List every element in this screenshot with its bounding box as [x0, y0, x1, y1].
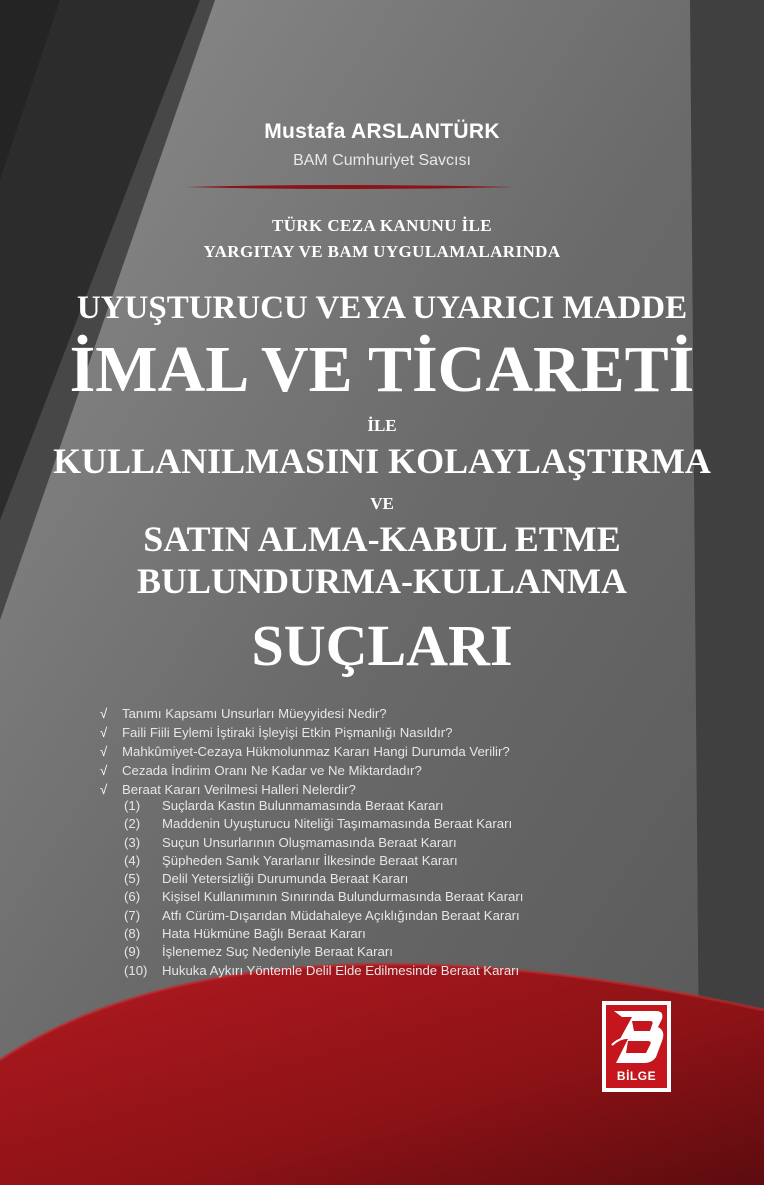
list-item — [124, 888, 624, 906]
question-list — [100, 704, 620, 799]
title-line-7: BULUNDURMA-KULLANMA — [137, 561, 627, 601]
list-item-text: Faili Fiili Eylemi İştiraki İşleyişi Etkin Pişmanlığı Nasıldır? — [122, 725, 453, 740]
list-item — [124, 925, 624, 943]
list-item-text: Maddenin Uyuşturucu Niteliği Taşımamasında Beraat Kararı — [162, 816, 513, 832]
list-item-text: Tanımı Kapsamı Unsurları Müeyyidesi Nedir? — [122, 706, 387, 721]
check-icon: √ — [100, 782, 108, 797]
item-number: (1) — [124, 798, 141, 813]
title-line-4: KULLANILMASINI KOLAYLAŞTIRMA — [53, 441, 711, 481]
list-item-text: Hata Hükmüne Bağlı Beraat Kararı — [162, 926, 366, 942]
list-item — [100, 742, 620, 761]
author-name: Mustafa ARSLANTÜRK — [264, 120, 500, 143]
list-item — [124, 815, 624, 833]
list-item-text: Mahkûmiyet-Cezaya Hükmolunmaz Kararı Hangi Durumda Verilir? — [122, 744, 510, 759]
list-item-text: Şüpheden Sanık Yararlanır İlkesinde Beraat Kararı — [162, 852, 458, 868]
author-title: BAM Cumhuriyet Savcısı — [293, 152, 471, 169]
list-item-text: Beraat Kararı Verilmesi Halleri Nelerdir? — [122, 782, 356, 797]
title-line-5: VE — [370, 494, 394, 513]
item-number: (4) — [124, 852, 141, 868]
acquittal-list — [124, 797, 624, 980]
subtitle-line-2: YARGITAY VE BAM UYGULAMALARINDA — [203, 242, 561, 261]
check-icon: √ — [100, 706, 108, 721]
list-item — [100, 704, 620, 723]
list-item-text: Cezada İndirim Oranı Ne Kadar ve Ne Miktardadır? — [122, 763, 422, 778]
list-item-text: Suçlarda Kastın Bulunmamasında Beraat Kararı — [162, 798, 444, 813]
list-item — [124, 907, 624, 925]
list-item — [124, 943, 624, 961]
list-item — [124, 870, 624, 888]
item-number: (5) — [124, 871, 141, 887]
item-number: (6) — [124, 889, 141, 905]
check-icon: √ — [100, 763, 108, 778]
list-item-text: Atfı Cürüm-Dışarıdan Müdahaleye Açıklığından Beraat Kararı — [162, 907, 520, 923]
item-number: (2) — [124, 816, 141, 832]
list-item-text: Kişisel Kullanımının Sınırında Bulundurmasında Beraat Kararı — [162, 889, 524, 905]
check-icon: √ — [100, 725, 108, 740]
item-number: (8) — [124, 926, 141, 942]
publisher-name: BİLGE — [616, 1069, 657, 1083]
title-line-3: İLE — [367, 416, 397, 435]
title-line-6: SATIN ALMA-KABUL ETME — [143, 519, 621, 559]
logo-panel — [606, 1005, 667, 1088]
subtitle-line-1: TÜRK CEZA KANUNU İLE — [271, 216, 493, 235]
list-item — [124, 852, 624, 870]
check-icon: √ — [100, 744, 108, 759]
list-item-text: Suçun Unsurlarının Oluşmamasında Beraat Kararı — [162, 834, 457, 850]
decorative-divider — [185, 184, 515, 190]
bilge-logo-icon — [606, 1005, 667, 1067]
list-item — [124, 797, 624, 815]
list-item-text: İşlenemez Suç Nedeniyle Beraat Kararı — [162, 944, 393, 960]
title-line-1: UYUŞTURUCU VEYA UYARICI MADDE — [76, 290, 688, 326]
list-item — [124, 834, 624, 852]
item-number: (10) — [124, 962, 148, 978]
title-line-2: İMAL VE TİCARETİ — [69, 333, 695, 406]
item-number: (7) — [124, 907, 141, 923]
list-item-text: Delil Yetersizliği Durumunda Beraat Kararı — [162, 871, 409, 887]
item-number: (9) — [124, 944, 141, 960]
list-item — [100, 761, 620, 780]
list-item-text: Hukuka Aykırı Yöntemle Delil Elde Edilmesinde Beraat Kararı — [162, 962, 520, 978]
item-number: (3) — [124, 834, 141, 850]
title-line-8: SUÇLARI — [251, 613, 513, 678]
list-item — [100, 723, 620, 742]
list-item — [124, 962, 624, 980]
publisher-logo — [602, 1001, 671, 1092]
